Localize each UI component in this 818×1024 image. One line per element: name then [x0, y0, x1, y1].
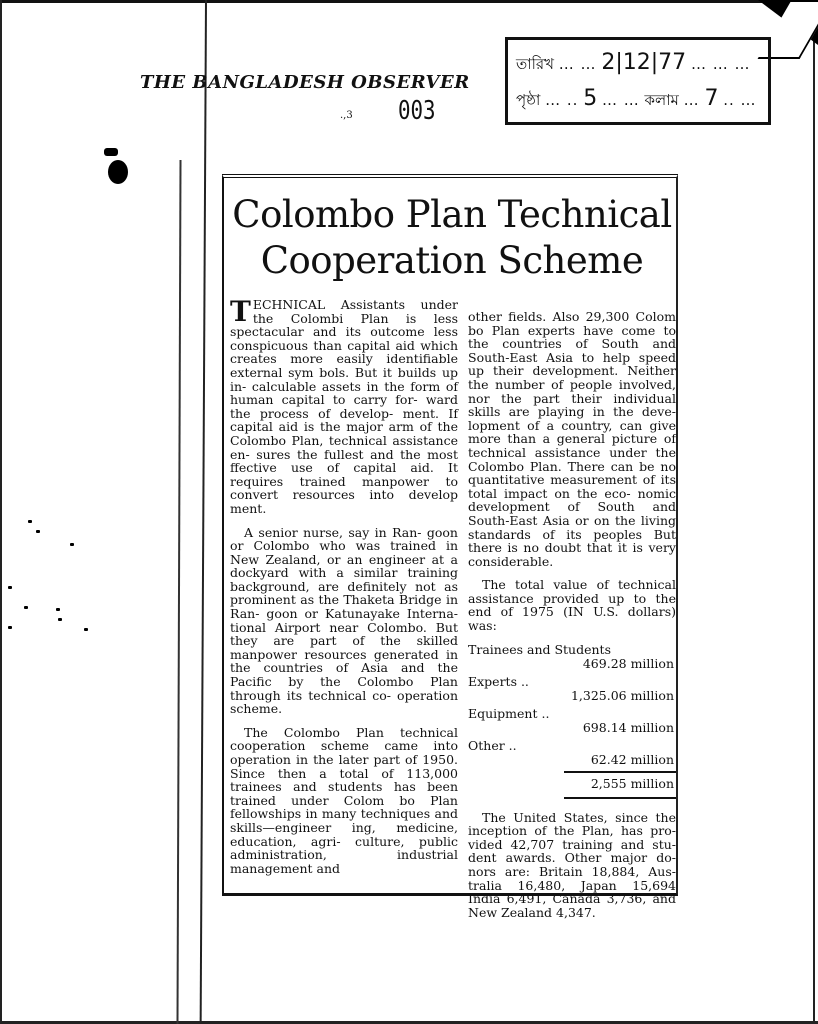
total-value: 2,555 million	[590, 775, 674, 791]
paragraph	[230, 295, 458, 516]
total-rule	[564, 771, 676, 773]
table-row	[468, 707, 676, 739]
ink-speck	[84, 628, 88, 631]
ink-speck	[8, 626, 12, 629]
paragraph: other fields. Also 29,300 Colom bo Plan experts have come to the countries of South and South-East Asia to help speed up their development. Neither the number of people involved, nor the part their individual skills are playing in the deve- lopment of a country, can give more than a general picture of technical assistance under the Colombo Plan. There can be no quantitative measurement of its total impact on the eco- nomic development of South and South-East Asia or on the living standards of its peoples But there is no doubt that it is very considerable.	[468, 309, 676, 569]
stamp-date-label: তারিখ	[516, 55, 554, 73]
ink-speck	[28, 520, 32, 523]
stamp-column-value: 7	[704, 86, 719, 111]
row-value: 469.28 million	[582, 655, 674, 671]
ink-blot	[108, 160, 128, 184]
row-value: 698.14 million	[582, 719, 674, 735]
stamp-column-label: কলাম	[644, 91, 679, 109]
dot-leader: … ..	[545, 91, 579, 109]
paragraph: The total value of technical assistance provided up to the end of 1975 (IN U.S. dollars) was:	[468, 577, 676, 634]
newspaper-masthead: THE BANGLADESH OBSERVER	[140, 72, 470, 93]
headline-line-1: Colombo Plan Technical	[232, 193, 672, 236]
clipping-edge-line	[200, 0, 207, 1024]
dot-leader: … …	[558, 55, 597, 73]
row-label: Other ..	[468, 737, 517, 753]
row-label: Equipment ..	[468, 705, 550, 721]
paragraph: A senior nurse, say in Ran- goon or Colombo who was trained in New Zealand, or an engineer at a dockyard with a similar training background, are definitely not as prominent as the Thaketa Bridge in Ran- goon or Katunayake Interna- tional Airport near Colombo. But they are part of the skilled manpower resources generated in the countries of Asia and the Pacific by the Colombo Plan through its technical co- operation scheme.	[230, 524, 458, 717]
dot-leader: … …	[601, 91, 640, 109]
stamp-date-row	[516, 50, 750, 78]
ink-speck	[36, 530, 40, 533]
article-column-right	[468, 310, 676, 929]
paragraph: The Colombo Plan technical cooperation scheme came into operation in the later part of 1950. Since then a total of 113,000 trainees and students has been trained under Colom bo Plan fellowships in many techniques and skills—engineer ing, medicine, education, agri- culture, public administration, industrial management and	[230, 724, 458, 876]
ink-blot	[104, 148, 118, 156]
dot-leader: … … …	[690, 55, 751, 73]
ink-speck	[8, 586, 12, 589]
article-column-left	[230, 295, 458, 885]
paper-edge-line	[176, 160, 181, 1024]
page-code: 003	[398, 96, 436, 126]
row-value: 1,325.06 million	[570, 687, 674, 703]
row-value: 62.42 million	[590, 751, 674, 767]
scan-border-left	[0, 0, 2, 1024]
stamp-page-label: পৃষ্ঠা	[516, 91, 541, 109]
table-total-row	[468, 771, 676, 801]
ink-speck	[58, 618, 62, 621]
row-label: Experts ..	[468, 673, 529, 689]
article-clipping	[222, 174, 678, 920]
drop-cap: T	[230, 295, 251, 328]
stamp-page-row	[516, 86, 757, 114]
total-rule	[564, 797, 676, 799]
headline-line-2: Cooperation Scheme	[260, 239, 644, 282]
article-headline	[228, 192, 676, 284]
dot-leader: .. …	[723, 91, 757, 109]
small-mark: .,3	[340, 110, 353, 121]
paragraph-text: ECHNICAL Assistants under the Colombi Plan is less spectacular and its outcome less conspicuous than capital aid which creates more easily identifiable external sym bols. But it builds up in- calculable assets in the form of human capital to carry for- ward the process of develop- ment. If capital aid is the major arm of the Colombo Plan, technical assistance en- sures the fullest and the most ffective use of capital aid. It requires trained manpower to convert resources into develop ment.	[230, 297, 458, 516]
table-row	[468, 675, 676, 707]
table-row	[468, 739, 676, 771]
scan-border-top	[0, 0, 818, 3]
table-row	[468, 643, 676, 675]
stamp-page-value: 5	[583, 86, 598, 111]
paragraph: The United States, since the inception of the Plan, has pro- vided 42,707 training and stu- dent awards. Other major do- nors are: Britain 18,884, Aus- tralia 16,480, Japan 15,694 India 6,491, Canada 3,736, and New Zealand 4,347.	[468, 809, 676, 920]
row-label: Trainees and Students	[468, 641, 611, 657]
dot-leader: …	[683, 91, 700, 109]
ink-speck	[56, 608, 60, 611]
date-page-stamp	[505, 37, 771, 125]
assistance-value-table	[468, 643, 676, 801]
ink-speck	[70, 543, 74, 546]
stamp-date-value: 2|12|77	[601, 50, 687, 75]
scan-border-right	[813, 30, 815, 1024]
ink-speck	[24, 606, 28, 609]
